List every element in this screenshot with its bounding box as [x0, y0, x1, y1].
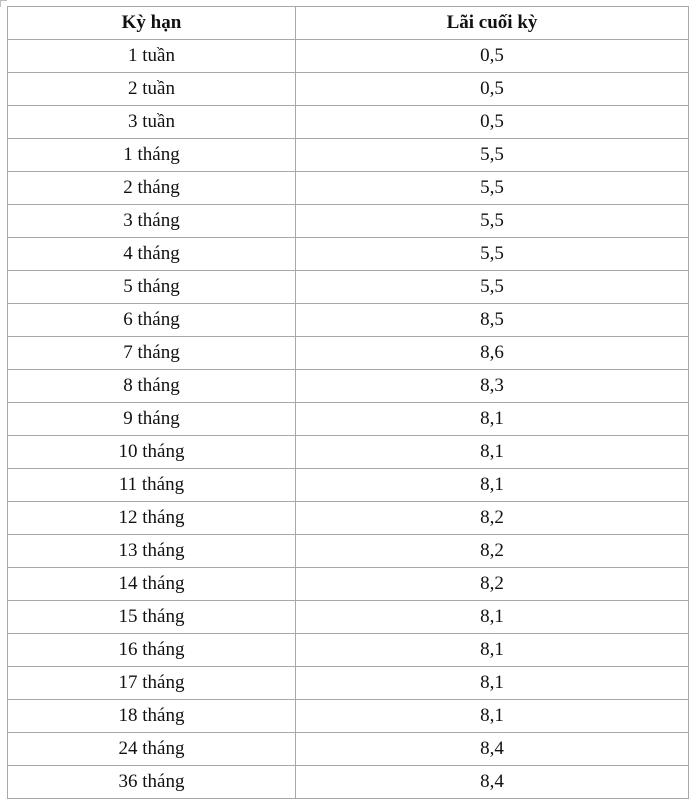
cell-rate: 8,2: [296, 502, 689, 535]
table-row: [8, 271, 689, 304]
cell-rate: 8,2: [296, 535, 689, 568]
table-row: [8, 568, 689, 601]
cell-term: 3 tháng: [8, 205, 296, 238]
cell-rate: 8,1: [296, 700, 689, 733]
cell-rate: 8,1: [296, 601, 689, 634]
cell-term: 13 tháng: [8, 535, 296, 568]
table-row: [8, 238, 689, 271]
table-row: [8, 700, 689, 733]
table-row: [8, 766, 689, 799]
cell-term: 24 tháng: [8, 733, 296, 766]
cell-rate: 8,3: [296, 370, 689, 403]
cell-rate: 8,1: [296, 403, 689, 436]
cell-term: 1 tháng: [8, 139, 296, 172]
cell-rate: 5,5: [296, 139, 689, 172]
table-row: [8, 502, 689, 535]
cell-term: 8 tháng: [8, 370, 296, 403]
cell-rate: 8,1: [296, 634, 689, 667]
table-row: [8, 40, 689, 73]
table-row: [8, 733, 689, 766]
table-row: [8, 469, 689, 502]
cell-term: 2 tháng: [8, 172, 296, 205]
cell-term: 5 tháng: [8, 271, 296, 304]
table-row: [8, 73, 689, 106]
table-row: [8, 436, 689, 469]
cell-rate: 8,1: [296, 469, 689, 502]
cell-term: 2 tuần: [8, 73, 296, 106]
header-rate: Lãi cuối kỳ: [296, 7, 689, 40]
table-row: [8, 205, 689, 238]
cell-rate: 8,4: [296, 733, 689, 766]
cell-term: 18 tháng: [8, 700, 296, 733]
cell-term: 3 tuần: [8, 106, 296, 139]
table-row: [8, 304, 689, 337]
page-corner-mark: [0, 0, 7, 7]
table-row: [8, 634, 689, 667]
table-row: [8, 370, 689, 403]
cell-rate: 8,6: [296, 337, 689, 370]
interest-rate-table: [7, 6, 689, 799]
table-row: [8, 106, 689, 139]
header-term: Kỳ hạn: [8, 7, 296, 40]
cell-term: 36 tháng: [8, 766, 296, 799]
cell-term: 16 tháng: [8, 634, 296, 667]
cell-rate: 5,5: [296, 205, 689, 238]
cell-term: 9 tháng: [8, 403, 296, 436]
table-row: [8, 601, 689, 634]
cell-rate: 8,1: [296, 436, 689, 469]
cell-term: 17 tháng: [8, 667, 296, 700]
cell-term: 1 tuần: [8, 40, 296, 73]
cell-rate: 8,5: [296, 304, 689, 337]
cell-term: 15 tháng: [8, 601, 296, 634]
cell-term: 10 tháng: [8, 436, 296, 469]
cell-rate: 8,4: [296, 766, 689, 799]
table-body: [8, 40, 689, 799]
table-row: [8, 172, 689, 205]
cell-rate: 0,5: [296, 73, 689, 106]
cell-term: 12 tháng: [8, 502, 296, 535]
cell-term: 7 tháng: [8, 337, 296, 370]
table-row: [8, 403, 689, 436]
cell-rate: 8,1: [296, 667, 689, 700]
cell-term: 14 tháng: [8, 568, 296, 601]
cell-term: 4 tháng: [8, 238, 296, 271]
table-header: [8, 7, 689, 40]
cell-rate: 5,5: [296, 172, 689, 205]
cell-rate: 5,5: [296, 271, 689, 304]
cell-rate: 5,5: [296, 238, 689, 271]
cell-rate: 8,2: [296, 568, 689, 601]
table-row: [8, 337, 689, 370]
table-row: [8, 139, 689, 172]
table-row: [8, 535, 689, 568]
cell-term: 11 tháng: [8, 469, 296, 502]
cell-rate: 0,5: [296, 40, 689, 73]
cell-rate: 0,5: [296, 106, 689, 139]
table-row: [8, 667, 689, 700]
header-row: [8, 7, 689, 40]
cell-term: 6 tháng: [8, 304, 296, 337]
